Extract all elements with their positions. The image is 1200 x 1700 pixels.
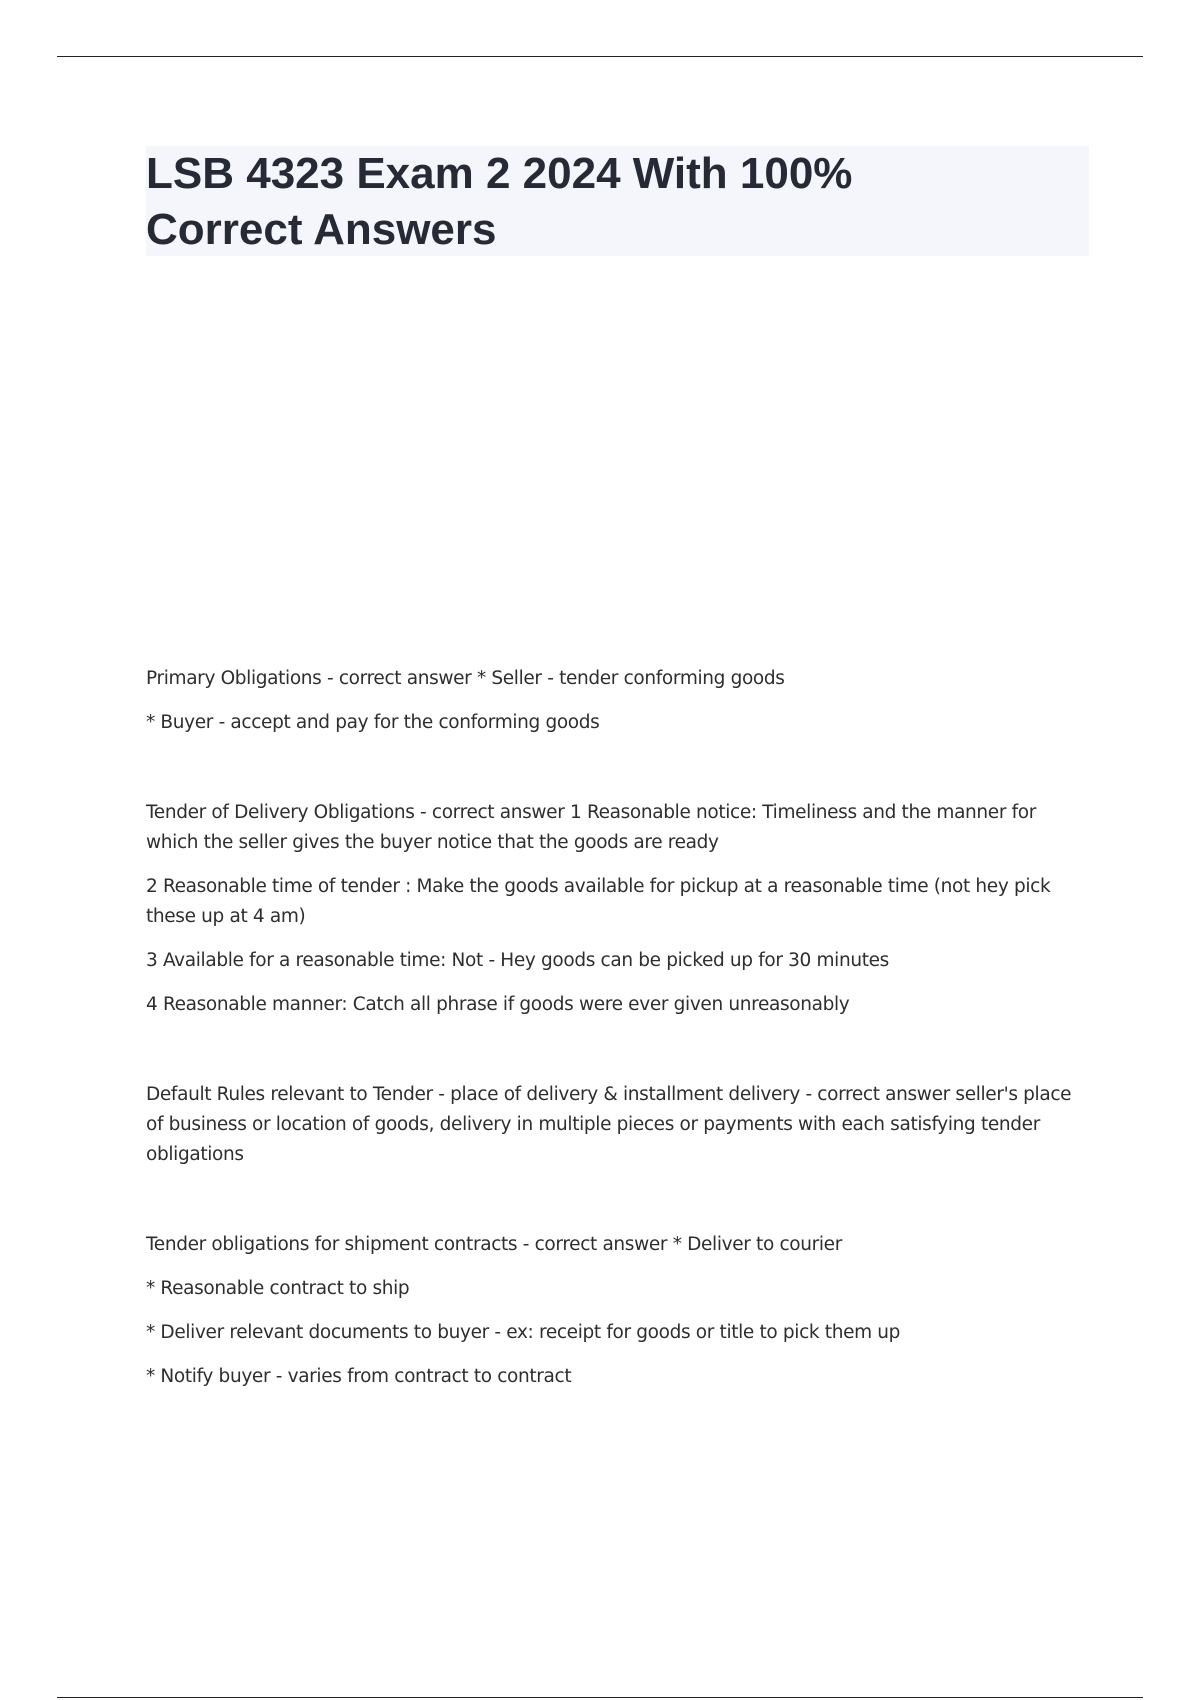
- document-body: [146, 664, 1086, 1406]
- section-spacer: [146, 1184, 1086, 1230]
- section-spacer: [146, 752, 1086, 798]
- paragraph: Tender obligations for shipment contracts - correct answer * Deliver to courier: [146, 1234, 842, 1255]
- paragraph: * Deliver relevant documents to buyer - ex: receipt for goods or title to pick them up: [146, 1322, 901, 1343]
- paragraph: Primary Obligations - correct answer * Seller - tender conforming goods: [146, 668, 785, 689]
- section-primary-obligations: [146, 664, 1086, 738]
- paragraph: * Reasonable contract to ship: [146, 1278, 410, 1299]
- paragraph: * Buyer - accept and pay for the conforming goods: [146, 712, 600, 733]
- top-divider: [57, 56, 1143, 57]
- paragraph: 4 Reasonable manner: Catch all phrase if goods were ever given unreasonably: [146, 994, 850, 1015]
- document-title: LSB 4323 Exam 2 2024 With 100% Correct Answers: [146, 149, 853, 254]
- paragraph: 2 Reasonable time of tender : Make the goods available for pickup at a reasonable time (not hey pick these up at 4 am): [146, 876, 1051, 927]
- paragraph: 3 Available for a reasonable time: Not - Hey goods can be picked up for 30 minutes: [146, 950, 889, 971]
- section-default-rules: [146, 1080, 1086, 1170]
- section-spacer: [146, 1034, 1086, 1080]
- title-banner: [146, 146, 1089, 256]
- paragraph: Default Rules relevant to Tender - place of delivery & installment delivery - correct answer seller's place of business or location of goods, delivery in multiple pieces or payments with each satisfying tender obligations: [146, 1084, 1072, 1165]
- bottom-divider: [57, 1697, 1143, 1698]
- paragraph: Tender of Delivery Obligations - correct answer 1 Reasonable notice: Timeliness and the manner for which the seller gives the buyer notice that the goods are ready: [146, 802, 1037, 853]
- section-tender-of-delivery: [146, 798, 1086, 1020]
- section-shipment-contracts: [146, 1230, 1086, 1392]
- paragraph: * Notify buyer - varies from contract to contract: [146, 1366, 572, 1387]
